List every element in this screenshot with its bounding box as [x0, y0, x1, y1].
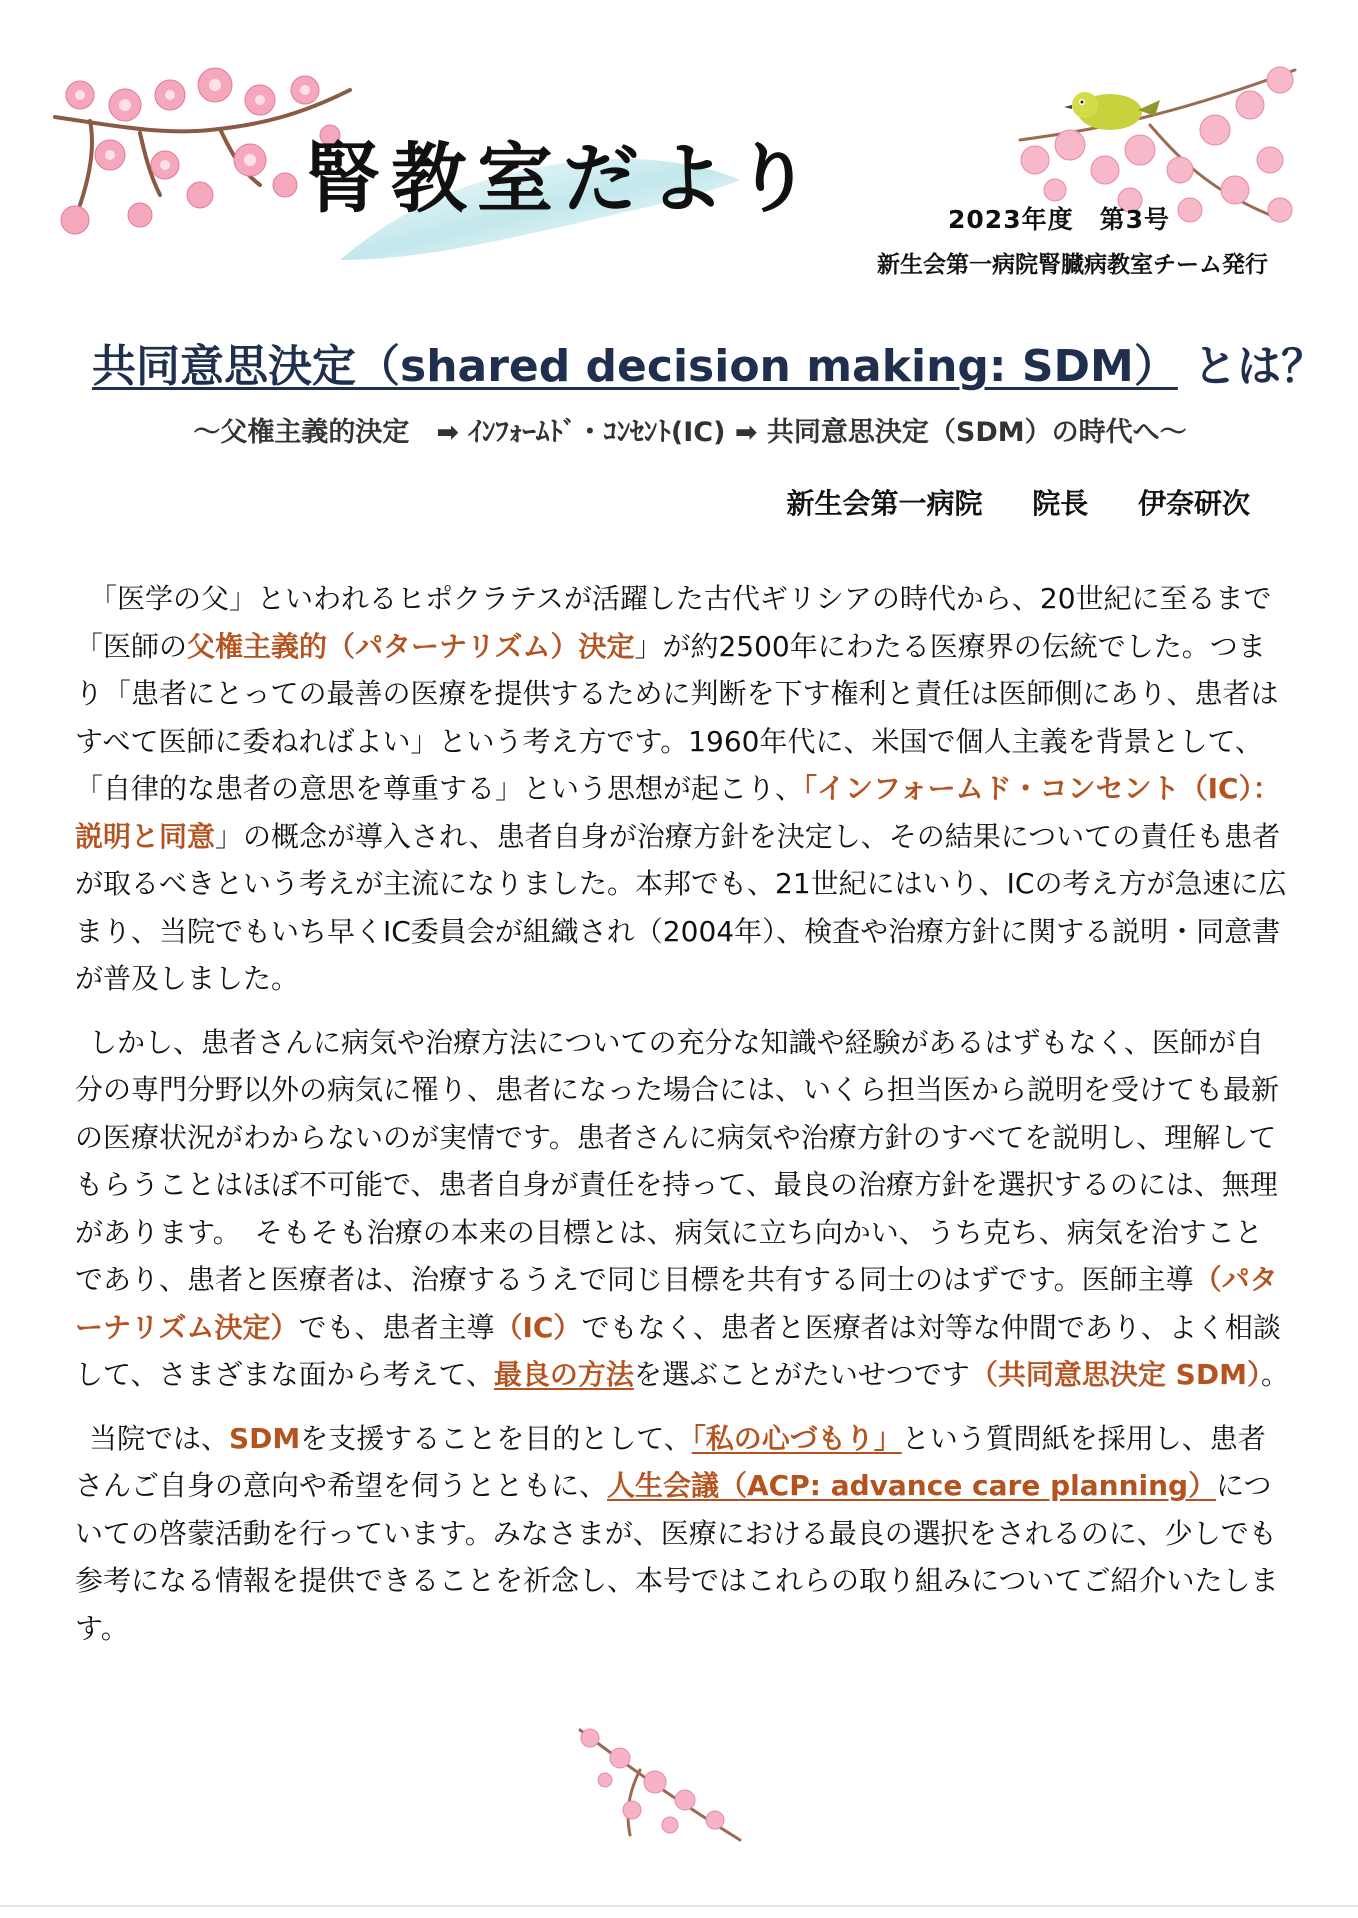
body-paragraph: [75, 1019, 1290, 1399]
emphasis-text: （IC）: [494, 1310, 582, 1344]
emphasis-text: 父権主義的（パターナリズム）決定: [187, 629, 635, 663]
paragraph-text: 」が約2500年にわたる医療界の伝統でした。つまり「患者にとっての最善の医療を提供するために判断を下す権利と責任は医師側にあり、患者はすべて医師に委ねればよい」という考え方です。1960年代に、米国で個人主義を背景として、「自律的な患者の意思を尊重する」という思想が起こり、: [75, 629, 1279, 805]
body-paragraph: [75, 575, 1290, 1003]
paragraph-text: でも、患者主導: [298, 1310, 495, 1344]
author-line: [786, 482, 1250, 522]
paragraph-text: 。: [1260, 1358, 1289, 1391]
publisher-line: 新生会第一病院腎臓病教室チーム発行: [877, 252, 1268, 278]
emphasis-text: 「私の心づもり」: [691, 1421, 902, 1455]
paragraph-text: を選ぶことがたいせつです: [633, 1358, 970, 1391]
author-name: 伊奈研次: [1137, 487, 1250, 520]
masthead-title: 腎教室だより: [305, 134, 821, 223]
emphasis-text: 人生会議（ACP: advance care planning）: [607, 1469, 1217, 1502]
paragraph-text: を支援することを目的として、: [300, 1421, 692, 1455]
issue-number: 2023年度 第3号: [948, 205, 1170, 234]
headline-main: 共同意思決定（shared decision making: SDM）: [92, 341, 1178, 392]
bird-icon: [1064, 92, 1160, 130]
paragraph-text: 」の概念が導入され、患者自身が治療方針を決定し、その結果についての責任も患者が取るべきという考えが主流になりました。本邦でも、21世紀にはいり、ICの考え方が急速に広まり、当院でもいち早くIC委員会が組織され（2004年）、検査や治療方針に関する説明・同意書が普及しました。: [75, 819, 1287, 995]
emphasis-text: （共同意思決定 SDM）: [969, 1358, 1261, 1391]
paragraph-text: 「医学の父」といわれるヒポクラテスが活躍した古代ギリシアの時代から、20世紀に至るまで「医師の: [75, 582, 1272, 663]
author-hospital: 新生会第一病院: [786, 487, 983, 520]
emphasis-text: 「インフォームド・コンセント（IC）：説明と同意: [75, 772, 1281, 853]
headline-suffix: とは？: [1193, 341, 1326, 392]
paragraph-text: でもなく、患者と医療者は対等な仲間であり、よく相談して、さまざまな面から考えて、: [75, 1310, 1281, 1391]
plum-blossom-bottom-icon: [560, 1720, 760, 1850]
emphasis-text: 最良の方法: [493, 1358, 634, 1391]
article-subtitle: ～父権主義的決定 ➡ ｲﾝﾌｫｰﾑﾄﾞ・ｺﾝｾﾝﾄ(IC) ➡ 共同意思決定（SDM）の時代へ～: [193, 417, 1187, 448]
article-body: [75, 575, 1290, 1668]
paragraph-text: しかし、患者さんに病気や治療方法についての充分な知識や経験があるはずもなく、医師が自分の専門分野以外の病気に罹り、患者になった場合には、いくら担当医から説明を受けても最新の医療状況がわからないのが実情です。患者さんに病気や治療方針のすべてを説明し、理解してもらうことはほぼ不可能で、患者自身が責任を持って、最良の治療方針を選択するのには、無理があります。 そもそも治療の本来の目標とは、病気に立ち向かい、うち克ち、病気を治すことであり、患者と医療者は、治療するうえで同じ目標を共有する同士のはずです。医師主導: [75, 1025, 1280, 1296]
author-position: 院長: [1032, 487, 1089, 520]
article-headline: [92, 330, 1326, 394]
emphasis-text: （パターナリズム決定）: [75, 1263, 1278, 1344]
paragraph-text: という質問紙を採用し、患者さんご自身の意向や希望を伺うとともに、: [75, 1421, 1266, 1502]
body-paragraph: [75, 1415, 1290, 1653]
paragraph-text: 当院では、: [89, 1421, 230, 1455]
page-bottom-divider: [0, 1905, 1358, 1907]
emphasis-text: SDM: [229, 1421, 301, 1455]
paragraph-text: についての啓蒙活動を行っています。みなさまが、医療における最良の選択をされるのに、少しでも参考になる情報を提供できることを祈念し、本号ではこれらの取り組みについてご紹介いたします。: [75, 1469, 1279, 1645]
